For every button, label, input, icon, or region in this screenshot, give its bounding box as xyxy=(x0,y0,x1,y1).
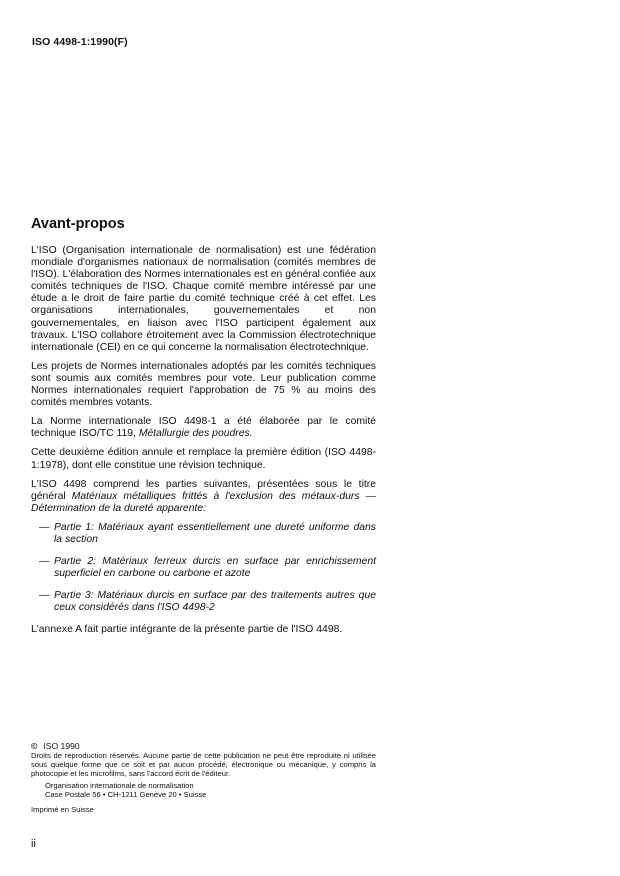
paragraph-parts-intro xyxy=(31,479,376,515)
list-dash: — xyxy=(39,556,50,568)
section-title: Avant-propos xyxy=(31,216,125,232)
general-title: Matériaux métalliques frittés à l'exclusion des métaux-durs — Détermination de la dureté apparente: xyxy=(31,490,376,514)
list-item-part-2 xyxy=(31,556,376,580)
copyright-icon: © xyxy=(31,741,38,751)
copyright-text: ISO 1990 xyxy=(43,741,80,751)
list-item-text: Partie 3: Matériaux durcis en surface par des traitements autres que ceux considérés dans l'ISO 4498-2 xyxy=(54,590,376,614)
organisation-name: Organisation internationale de normalisation xyxy=(45,781,194,790)
list-item-part-3 xyxy=(31,590,376,614)
copyright-line xyxy=(31,741,376,751)
list-item-text: Partie 1: Matériaux ayant essentiellement une dureté uniforme dans la section xyxy=(54,521,376,545)
organisation-address: Case Postale 56 • CH-1211 Genève 20 • Suisse xyxy=(45,790,207,799)
paragraph-technical-committee-text: La Norme internationale ISO 4498-1 a été élaborée par le comité technique ISO/TC 119, xyxy=(31,416,376,440)
paragraph-draft-standards: Les projets de Normes internationales adoptés par les comités techniques sont soumis aux comités membres pour vote. Leur publication comme Normes internationales requiert l'approbation de 75 % au moins des comités membres votants. xyxy=(31,360,376,409)
list-dash: — xyxy=(39,590,50,602)
list-item-text: Partie 2: Matériaux ferreux durcis en surface par enrichissement superficiel en carbone ou carbone et azote xyxy=(54,556,376,580)
paragraph-edition: Cette deuxième édition annule et remplace la première édition (ISO 4498-1:1978), dont elle constitue une révision technique. xyxy=(31,447,376,471)
paragraph-annex: L'annexe A fait partie intégrante de la présente partie de l'ISO 4498. xyxy=(31,624,343,636)
paragraph-parts-intro-text: L'ISO 4498 comprend les parties suivantes, présentées sous le titre général xyxy=(31,478,376,502)
rights-notice: Droits de reproduction réservés. Aucune partie de cette publication ne peut être reproduite ni utilisée sous quelque forme que ce soit et par aucun procédé, électronique ou mécanique, y compris la photocopie et les microfilms, sans l'accord écrit de l'éditeur. xyxy=(31,751,376,778)
copyright-footer xyxy=(31,741,376,814)
paragraph-iso-organisation: L'ISO (Organisation internationale de normalisation) est une fédération mondiale d'organismes nationaux de normalisation (comités membres de l'ISO). L'élaboration des Normes internationales est en général confiée aux comités techniques de l'ISO. Chaque comité membre intéressé par une étude a le droit de faire partie du comité technique créé à cet effet. Les organisations internationales, gouvernementales et non gouvernementales, en liaison avec l'ISO participent également aux travaux. L'ISO collabore étroitement avec la Commission électrotechnique internationale (CEI) en ce qui concerne la normalisation électrotechnique. xyxy=(31,245,376,353)
parts-list xyxy=(31,522,376,615)
foreword-body xyxy=(31,245,376,644)
committee-title: Métallurgie des poudres. xyxy=(138,428,253,440)
printed-in: Imprimé en Suisse xyxy=(31,805,94,814)
list-dash: — xyxy=(39,521,50,533)
document-identifier: ISO 4498-1:1990(F) xyxy=(32,36,128,48)
list-item-part-1 xyxy=(31,522,376,546)
page-number: ii xyxy=(31,838,36,850)
paragraph-technical-committee xyxy=(31,416,376,440)
